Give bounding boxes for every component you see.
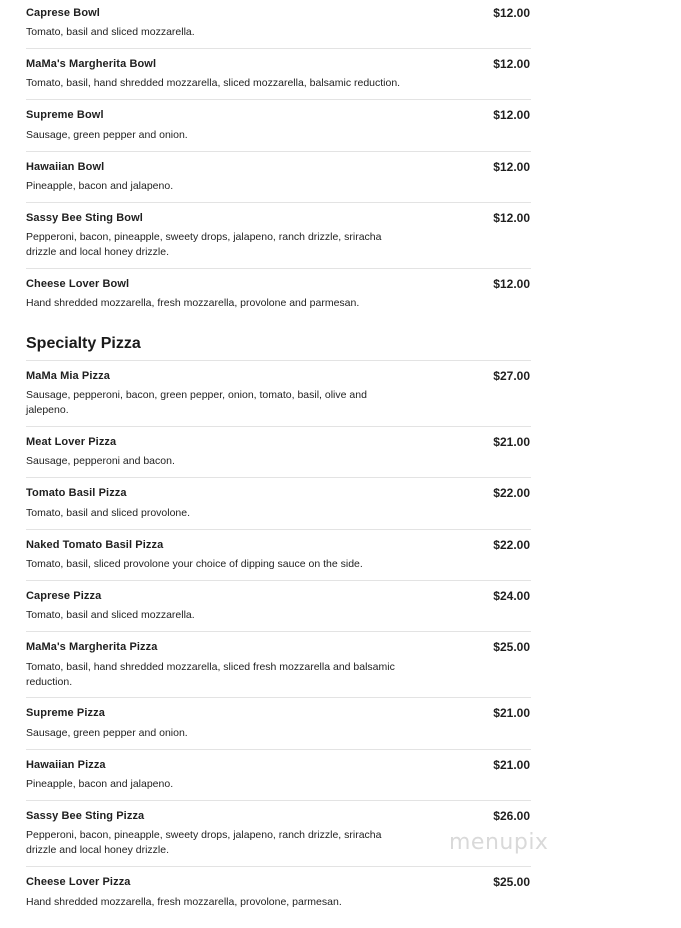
item-price: $12.00 [493, 57, 530, 71]
item-description: Pineapple, bacon and jalapeno. [26, 778, 174, 790]
menu-item [26, 203, 531, 269]
item-name: Meat Lover Pizza [26, 436, 117, 448]
item-price: $25.00 [493, 640, 530, 654]
item-name: Hawaiian Pizza [26, 759, 106, 771]
item-description: Hand shredded mozzarella, fresh mozzarella, provolone, parmesan. [26, 896, 342, 908]
item-description: Sausage, green pepper and onion. [26, 129, 188, 141]
item-price: $12.00 [493, 6, 530, 20]
menu-item [26, 152, 531, 203]
item-price: $12.00 [493, 160, 530, 174]
item-name: Sassy Bee Sting Bowl [26, 212, 143, 224]
menu-item [26, 530, 531, 581]
item-price: $24.00 [493, 589, 530, 603]
menu-item [26, 100, 531, 152]
menu-item [26, 49, 531, 100]
item-price: $26.00 [493, 809, 530, 823]
item-description: Hand shredded mozzarella, fresh mozzarella, provolone and parmesan. [26, 297, 360, 309]
menu-item [26, 698, 531, 750]
item-price: $27.00 [493, 369, 530, 383]
menu-item [26, 581, 531, 632]
item-description: Pepperoni, bacon, pineapple, sweety drops, jalapeno, ranch drizzle, sriracha drizzle and local honey drizzle. [26, 829, 382, 856]
menu-item [26, 361, 531, 427]
item-description: Sausage, pepperoni and bacon. [26, 455, 175, 467]
item-price: $22.00 [493, 538, 530, 552]
item-description: Sausage, green pepper and onion. [26, 727, 188, 739]
item-description: Tomato, basil, hand shredded mozzarella, sliced mozzarella, balsamic reduction. [26, 77, 401, 89]
item-name: Caprese Pizza [26, 590, 102, 602]
item-price: $12.00 [493, 108, 530, 122]
item-name: Caprese Bowl [26, 7, 100, 19]
menu-item [26, 632, 531, 698]
item-name: Tomato Basil Pizza [26, 487, 127, 499]
menu-item [26, 427, 531, 478]
item-description: Tomato, basil, sliced provolone your choice of dipping sauce on the side. [26, 558, 363, 570]
item-name: Supreme Pizza [26, 707, 105, 719]
item-price: $25.00 [493, 875, 530, 889]
item-description: Pepperoni, bacon, pineapple, sweety drops, jalapeno, ranch drizzle, sriracha drizzle and local honey drizzle. [26, 231, 382, 258]
menu-item [26, 478, 531, 530]
item-price: $12.00 [493, 277, 530, 291]
item-name: Supreme Bowl [26, 109, 104, 121]
item-price: $12.00 [493, 211, 530, 225]
item-name: MaMa's Margherita Bowl [26, 58, 157, 70]
menu-item [26, 0, 531, 49]
item-description: Tomato, basil and sliced provolone. [26, 507, 191, 519]
item-description: Sausage, pepperoni, bacon, green pepper, onion, tomato, basil, olive and jalepeno. [26, 389, 367, 416]
item-description: Tomato, basil and sliced mozzarella. [26, 609, 195, 621]
menu-item [26, 750, 531, 801]
item-description: Pineapple, bacon and jalapeno. [26, 180, 174, 192]
item-name: MaMa's Margherita Pizza [26, 641, 158, 653]
item-name: Hawaiian Bowl [26, 161, 105, 173]
item-description: Tomato, basil and sliced mozzarella. [26, 26, 195, 38]
item-price: $21.00 [493, 706, 530, 720]
item-name: Sassy Bee Sting Pizza [26, 810, 145, 822]
menu-item [26, 867, 531, 917]
item-name: MaMa Mia Pizza [26, 370, 110, 382]
item-name: Naked Tomato Basil Pizza [26, 539, 164, 551]
section-title: Specialty Pizza [26, 335, 141, 352]
item-price: $21.00 [493, 758, 530, 772]
item-description: Tomato, basil, hand shredded mozzarella, sliced fresh mozzarella and balsamic reduction. [26, 661, 395, 688]
menu-item [26, 269, 531, 313]
item-name: Cheese Lover Bowl [26, 278, 130, 290]
item-price: $21.00 [493, 435, 530, 449]
item-price: $22.00 [493, 486, 530, 500]
menupix-watermark: menupix [449, 830, 549, 855]
item-name: Cheese Lover Pizza [26, 876, 131, 888]
